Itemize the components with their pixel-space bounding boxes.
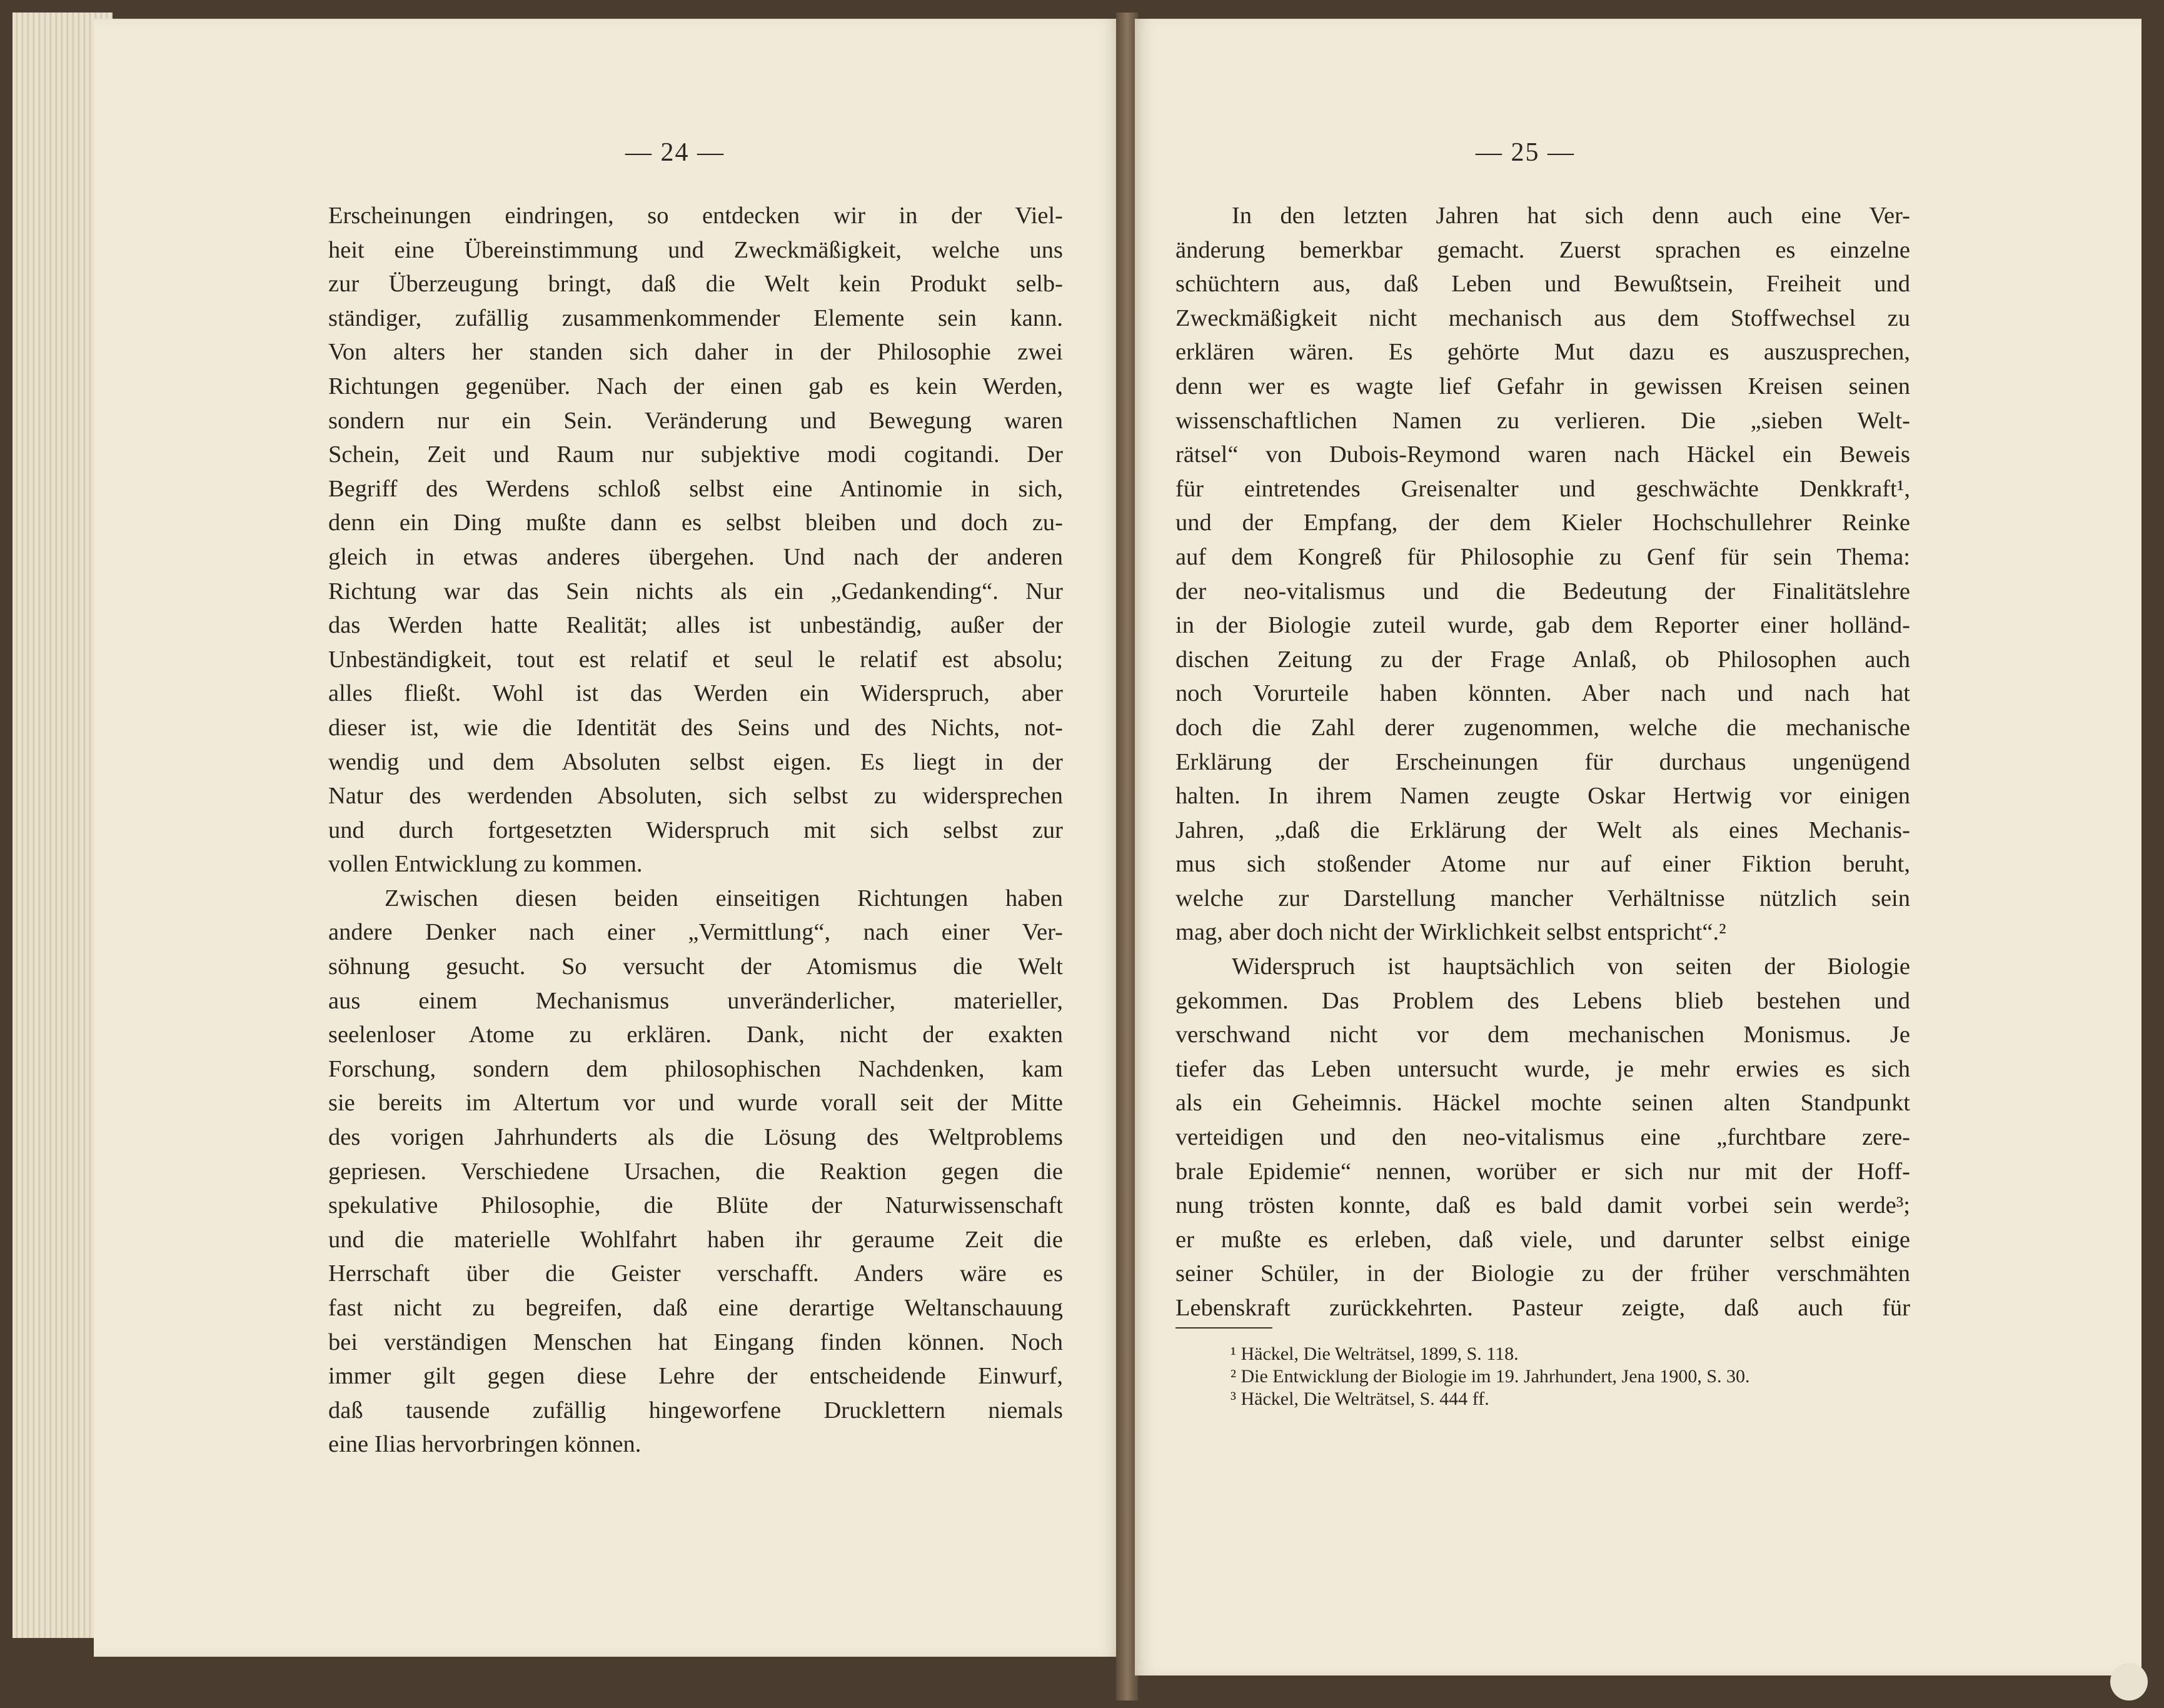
text-line: das Werden hatte Realität; alles ist unbeständig, außer der <box>328 612 1063 639</box>
text-line: mag, aber doch nicht der Wirklichkeit selbst entspricht“.² <box>1175 919 1726 946</box>
text-line: seelenloser Atome zu erklären. Dank, nicht der exakten <box>328 1022 1063 1048</box>
text-line: Natur des werdenden Absoluten, sich selbst zu widersprechen <box>328 783 1063 810</box>
text-line: dischen Zeitung zu der Frage Anlaß, ob Philosophen auch <box>1175 646 1910 673</box>
text-line: doch die Zahl derer zugenommen, welche die mechanische <box>1175 714 1910 741</box>
text-line: immer gilt gegen diese Lehre der entscheidende Einwurf, <box>328 1363 1063 1390</box>
text-line: Erklärung der Erscheinungen für durchaus ungenügend <box>1175 748 1910 775</box>
text-line: halten. In ihrem Namen zeugte Oskar Hertwig vor einigen <box>1175 783 1910 810</box>
text-line: nung trösten konnte, daß es bald damit vorbei sein werde³; <box>1175 1192 1910 1219</box>
footnote: ³ Häckel, Die Welträtsel, S. 444 ff. <box>1230 1389 1489 1409</box>
text-line: ständiger, zufällig zusammenkommender Elemente sein kann. <box>328 304 1063 331</box>
text-line: als ein Geheimnis. Häckel mochte seinen alten Standpunkt <box>1175 1090 1910 1117</box>
text-line: zur Überzeugung bringt, daß die Welt kein Produkt selb- <box>328 271 1063 298</box>
text-line: der neo-vitalismus und die Bedeutung der Finalitätslehre <box>1175 578 1910 605</box>
text-line: mus sich stoßender Atome nur auf einer Fiktion beruht, <box>1175 851 1910 878</box>
text-line: seiner Schüler, in der Biologie zu der früher verschmähten <box>1175 1260 1910 1287</box>
footnotes <box>1230 1343 1750 1410</box>
text-line: verteidigen und den neo-vitalismus eine „furchtbare zere- <box>1175 1124 1910 1151</box>
text-line: fast nicht zu begreifen, daß eine derartige Weltanschauung <box>328 1295 1063 1321</box>
text-line: spekulative Philosophie, die Blüte der Naturwissenschaft <box>328 1192 1063 1219</box>
text-line: brale Epidemie“ nennen, worüber er sich nur mit der Hoff- <box>1175 1158 1910 1185</box>
right-page-number: — 25 — <box>1476 138 1575 167</box>
text-line: Schein, Zeit und Raum nur subjektive modi cogitandi. Der <box>328 441 1063 468</box>
text-line: sondern nur ein Sein. Veränderung und Bewegung waren <box>328 407 1063 434</box>
text-line: dieser ist, wie die Identität des Seins und des Nichts, not- <box>328 714 1063 741</box>
left-page-number: — 24 — <box>625 138 725 167</box>
text-line: Zweckmäßigkeit nicht mechanisch aus dem Stoffwechsel zu <box>1175 304 1910 331</box>
text-line: wendig und dem Absoluten selbst eigen. Es liegt in der <box>328 748 1063 775</box>
text-line: gepriesen. Verschiedene Ursachen, die Reaktion gegen die <box>328 1158 1063 1185</box>
text-line: Forschung, sondern dem philosophischen Nachdenken, kam <box>328 1055 1063 1082</box>
corner-mark <box>2110 1663 2148 1700</box>
text-line: tiefer das Leben untersucht wurde, je mehr erwies es sich <box>1175 1055 1910 1082</box>
text-line: auf dem Kongreß für Philosophie zu Genf für sein Thema: <box>1175 543 1910 570</box>
text-line: erklären wären. Es gehörte Mut dazu es auszusprechen, <box>1175 339 1910 366</box>
text-line: rätsel“ von Dubois-Reymond waren nach Häckel ein Beweis <box>1175 441 1910 468</box>
text-line: Jahren, „daß die Erklärung der Welt als eines Mechanis- <box>1175 816 1910 843</box>
text-line: aus einem Mechanismus unveränderlicher, materieller, <box>328 987 1063 1014</box>
text-line: änderung bemerkbar gemacht. Zuerst sprachen es einzelne <box>1175 236 1910 263</box>
text-line: Richtung war das Sein nichts als ein „Gedankending“. Nur <box>328 578 1063 605</box>
text-line: Lebenskraft zurückkehrten. Pasteur zeigte, daß auch für <box>1175 1295 1910 1321</box>
text-line: verschwand nicht vor dem mechanischen Monismus. Je <box>1175 1022 1910 1048</box>
text-line: heit eine Übereinstimmung und Zweckmäßigkeit, welche uns <box>328 236 1063 263</box>
text-line: Von alters her standen sich daher in der Philosophie zwei <box>328 339 1063 366</box>
text-line: denn ein Ding mußte dann es selbst bleiben und doch zu- <box>328 510 1063 536</box>
text-line: Begriff des Werdens schloß selbst eine Antinomie in sich, <box>328 475 1063 502</box>
text-line: in der Biologie zuteil wurde, gab dem Reporter einer holländ- <box>1175 612 1910 639</box>
text-line: gleich in etwas anderes übergehen. Und nach der anderen <box>328 543 1063 570</box>
text-line: Herrschaft über die Geister verschafft. Anders wäre es <box>328 1260 1063 1287</box>
text-line: welche zur Darstellung mancher Verhältnisse nützlich sein <box>1175 885 1910 912</box>
text-line: gekommen. Das Problem des Lebens blieb bestehen und <box>1175 987 1910 1014</box>
text-line: In den letzten Jahren hat sich denn auch eine Ver- <box>1232 203 1910 229</box>
text-line: vollen Entwicklung zu kommen. <box>328 851 643 878</box>
left-page-text <box>328 199 1063 1462</box>
text-line: noch Vorurteile haben könnten. Aber nach und nach hat <box>1175 680 1910 707</box>
text-line: schüchtern aus, daß Leben und Bewußtsein, Freiheit und <box>1175 271 1910 298</box>
text-line: Widerspruch ist hauptsächlich von seiten der Biologie <box>1232 953 1910 980</box>
text-line: und die materielle Wohlfahrt haben ihr geraume Zeit die <box>328 1226 1063 1253</box>
text-line: und der Empfang, der dem Kieler Hochschullehrer Reinke <box>1175 510 1910 536</box>
text-line: bei verständigen Menschen hat Eingang finden können. Noch <box>328 1329 1063 1355</box>
text-line: denn wer es wagte lief Gefahr in gewissen Kreisen seinen <box>1175 373 1910 399</box>
text-line: für eintretendes Greisenalter und geschwächte Denkkraft¹, <box>1175 475 1910 502</box>
text-line: eine Ilias hervorbringen können. <box>328 1431 642 1458</box>
footnote: ² Die Entwicklung der Biologie im 19. Jahrhundert, Jena 1900, S. 30. <box>1230 1366 1750 1387</box>
text-line: Unbeständigkeit, tout est relatif et seul le relatif est absolu; <box>328 646 1063 673</box>
text-line: und durch fortgesetzten Widerspruch mit sich selbst zur <box>328 816 1063 843</box>
text-line: wissenschaftlichen Namen zu verlieren. Die „sieben Welt- <box>1175 407 1910 434</box>
text-line: Richtungen gegenüber. Nach der einen gab es kein Werden, <box>328 373 1063 399</box>
text-line: Zwischen diesen beiden einseitigen Richtungen haben <box>385 885 1063 912</box>
text-line: des vorigen Jahrhunderts als die Lösung des Weltproblems <box>328 1124 1063 1151</box>
footnote-rule <box>1175 1327 1272 1329</box>
text-line: er mußte es erleben, daß viele, und darunter selbst einige <box>1175 1226 1910 1253</box>
text-line: söhnung gesucht. So versucht der Atomismus die Welt <box>328 953 1063 980</box>
right-page-text <box>1175 199 1910 1325</box>
text-line: Erscheinungen eindringen, so entdecken wir in der Viel- <box>328 203 1063 229</box>
text-line: sie bereits im Altertum vor und wurde vorall seit der Mitte <box>328 1090 1063 1117</box>
text-line: andere Denker nach einer „Vermittlung“, nach einer Ver- <box>328 919 1063 946</box>
text-line: daß tausende zufällig hingeworfene Drucklettern niemals <box>328 1397 1063 1424</box>
text-line: alles fließt. Wohl ist das Werden ein Widerspruch, aber <box>328 680 1063 707</box>
footnote: ¹ Häckel, Die Welträtsel, 1899, S. 118. <box>1230 1344 1519 1364</box>
